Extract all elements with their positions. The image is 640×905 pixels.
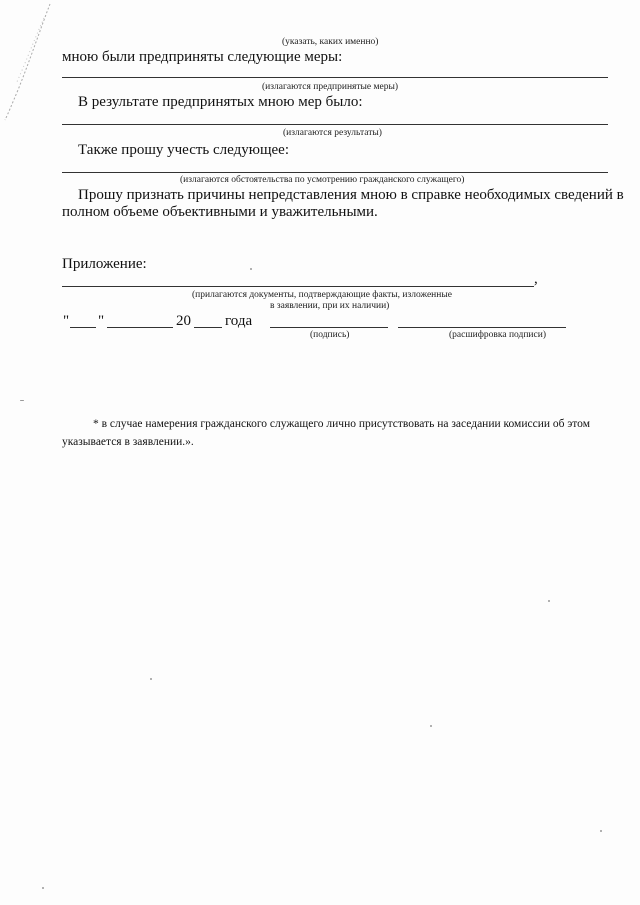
also-request-text: Также прошу учесть следующее: [78, 142, 289, 158]
request-line-1: Прошу признать причины непредставления мною в справке необходимых сведений в [78, 187, 624, 203]
date-open-quote: " [63, 313, 70, 329]
measures-line [62, 77, 608, 78]
scan-speck [20, 400, 24, 401]
results-line [62, 124, 608, 125]
attachment-label: Приложение: [62, 256, 147, 272]
hint-attachment-1: (прилагаются документы, подтверждающие факты, изложенные [192, 290, 452, 300]
month-blank [107, 327, 173, 328]
scan-speck [150, 678, 152, 680]
decoding-line [398, 327, 566, 328]
scan-speck [430, 725, 432, 727]
hint-specify: (указать, каких именно) [282, 37, 379, 47]
scan-speck [600, 830, 602, 832]
result-intro-text: В результате предпринятых мною мер было: [78, 94, 363, 110]
hint-attachment-2: в заявлении, при их наличии) [270, 301, 390, 311]
year-blank [194, 327, 222, 328]
day-blank [70, 327, 96, 328]
request-line-2: полном объеме объективными и уважительными. [62, 204, 378, 220]
hint-results: (излагаются результаты) [283, 128, 382, 138]
hint-signature: (подпись) [310, 330, 350, 340]
circumstances-line [62, 172, 608, 173]
scan-speck [250, 268, 252, 270]
footnote-line-2: указывается в заявлении.». [62, 436, 194, 448]
measures-taken-text: мною были предприняты следующие меры: [62, 49, 343, 65]
year-prefix: 20 [176, 313, 191, 329]
attachment-comma: , [534, 271, 538, 287]
scan-speck [42, 887, 44, 889]
attachment-line [62, 286, 534, 287]
hint-decoding: (расшифровка подписи) [449, 330, 546, 340]
year-suffix: года [225, 313, 253, 329]
scan-speck [548, 600, 550, 602]
hint-measures: (излагаются предпринятые меры) [262, 82, 399, 92]
signature-line [270, 327, 388, 328]
footnote-line-1: * в случае намерения гражданского служащего лично присутствовать на заседании комиссии об этом [93, 418, 590, 430]
scan-edge-artifact [0, 0, 60, 130]
date-close-quote: " [98, 313, 105, 329]
hint-circumstances: (излагаются обстоятельства по усмотрению гражданского служащего) [180, 175, 465, 185]
